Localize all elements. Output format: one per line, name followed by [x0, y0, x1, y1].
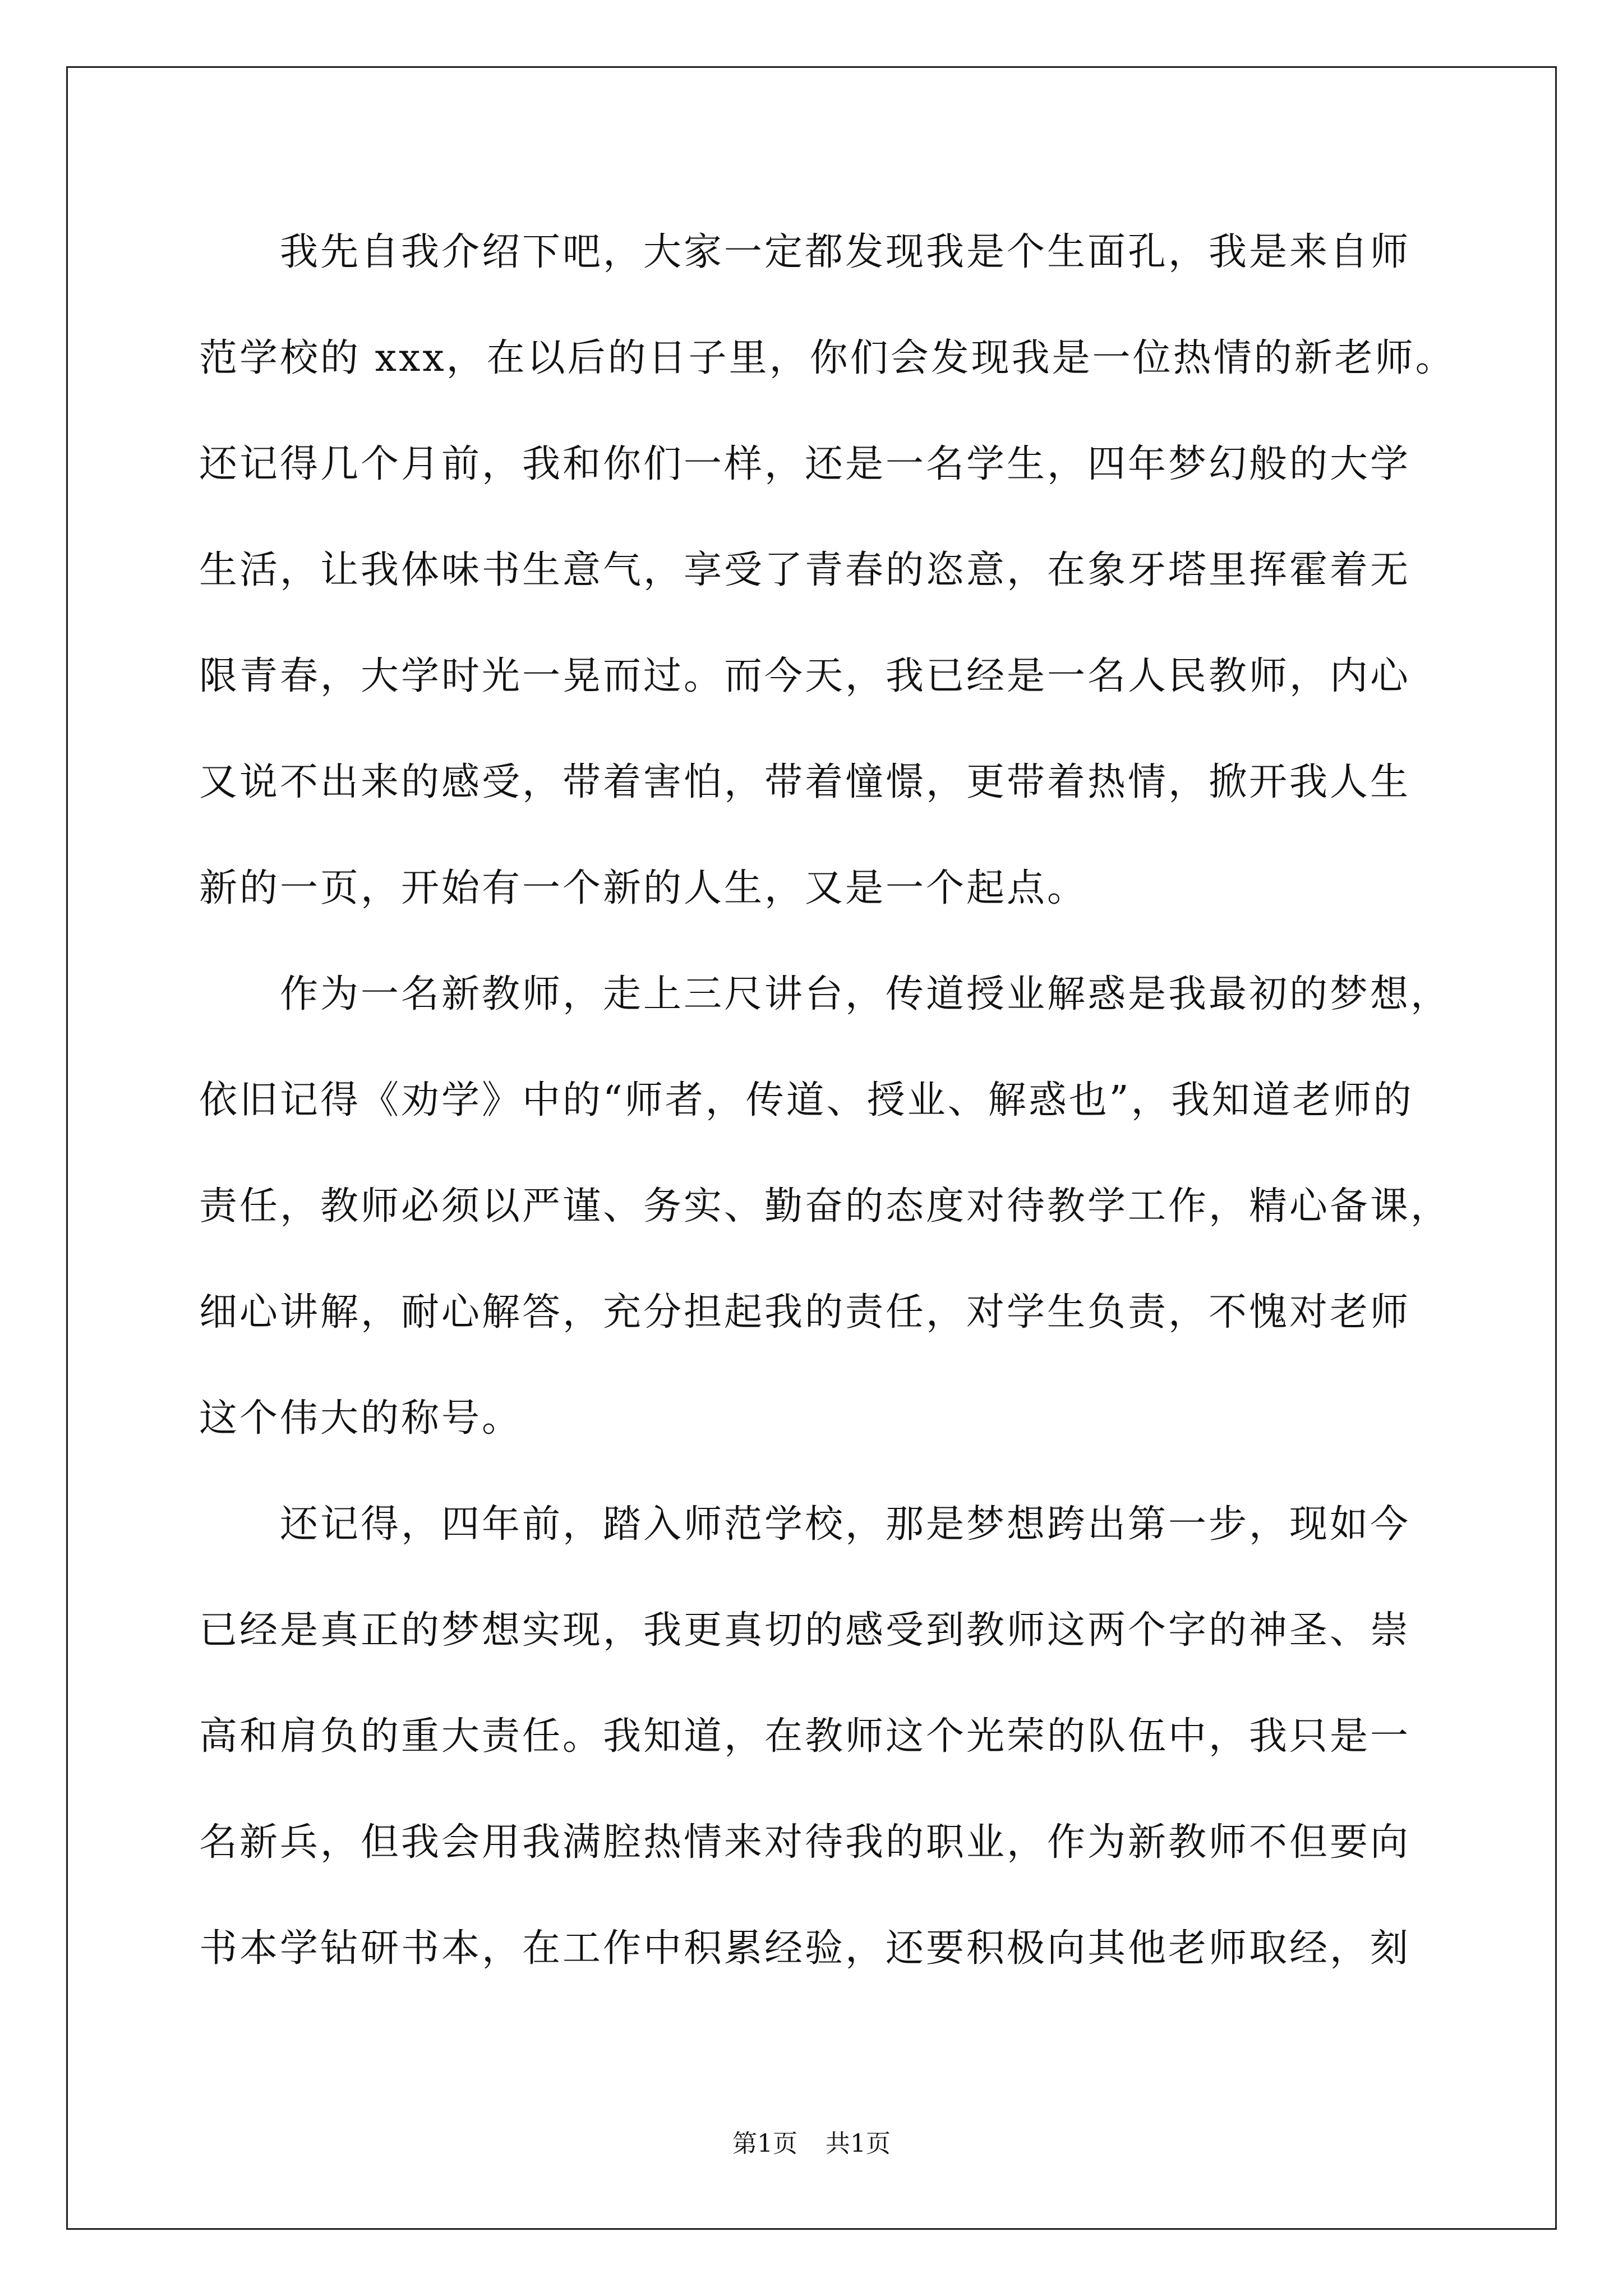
text-line: 新的一页，开始有一个新的人生，又是一个起点。 [199, 866, 1088, 910]
text-line: 范学校的 xxx，在以后的日子里，你们会发现我是一位热情的新老师。 [199, 336, 1456, 380]
text-line: 高和肩负的重大责任。我知道，在教师这个光荣的队伍中，我只是一 [199, 1714, 1411, 1759]
text-line: 细心讲解，耐心解答，充分担起我的责任，对学生负责，不愧对老师 [199, 1290, 1411, 1335]
document-body [199, 199, 1456, 2001]
text-line: 名新兵，但我会用我满腔热情来对待我的职业，作为新教师不但要向 [199, 1820, 1411, 1865]
text-line: 责任，教师必须以严谨、务实、勤奋的态度对待教学工作，精心备课， [199, 1184, 1451, 1228]
text-line: 已经是真正的梦想实现，我更真切的感受到教师这两个字的神圣、崇 [199, 1608, 1411, 1653]
page-number-current: 第1页 [732, 2129, 797, 2158]
page-number-total: 共1页 [826, 2129, 891, 2158]
text-line: 又说不出来的感受，带着害怕，带着憧憬，更带着热情，掀开我人生 [199, 760, 1411, 804]
text-line: 生活，让我体味书生意气，享受了青春的恣意，在象牙塔里挥霍着无 [199, 548, 1411, 592]
text-line: 我先自我介绍下吧，大家一定都发现我是个生面孔，我是来自师 [199, 230, 1411, 274]
text-line: 还记得，四年前，踏入师范学校，那是梦想跨出第一步，现如今 [199, 1502, 1411, 1547]
text-line: 依旧记得《劝学》中的“师者，传道、授业、解惑也”，我知道老师的 [199, 1078, 1414, 1122]
text-line: 这个伟大的称号。 [199, 1396, 523, 1441]
text-line: 书本学钻研书本，在工作中积累经验，还要积极向其他老师取经，刻 [199, 1926, 1411, 1971]
text-line: 限青春，大学时光一晃而过。而今天，我已经是一名人民教师，内心 [199, 654, 1411, 698]
page-footer [0, 2127, 1623, 2161]
text-line: 还记得几个月前，我和你们一样，还是一名学生，四年梦幻般的大学 [199, 442, 1411, 486]
text-line: 作为一名新教师，走上三尺讲台，传道授业解惑是我最初的梦想， [199, 972, 1451, 1016]
